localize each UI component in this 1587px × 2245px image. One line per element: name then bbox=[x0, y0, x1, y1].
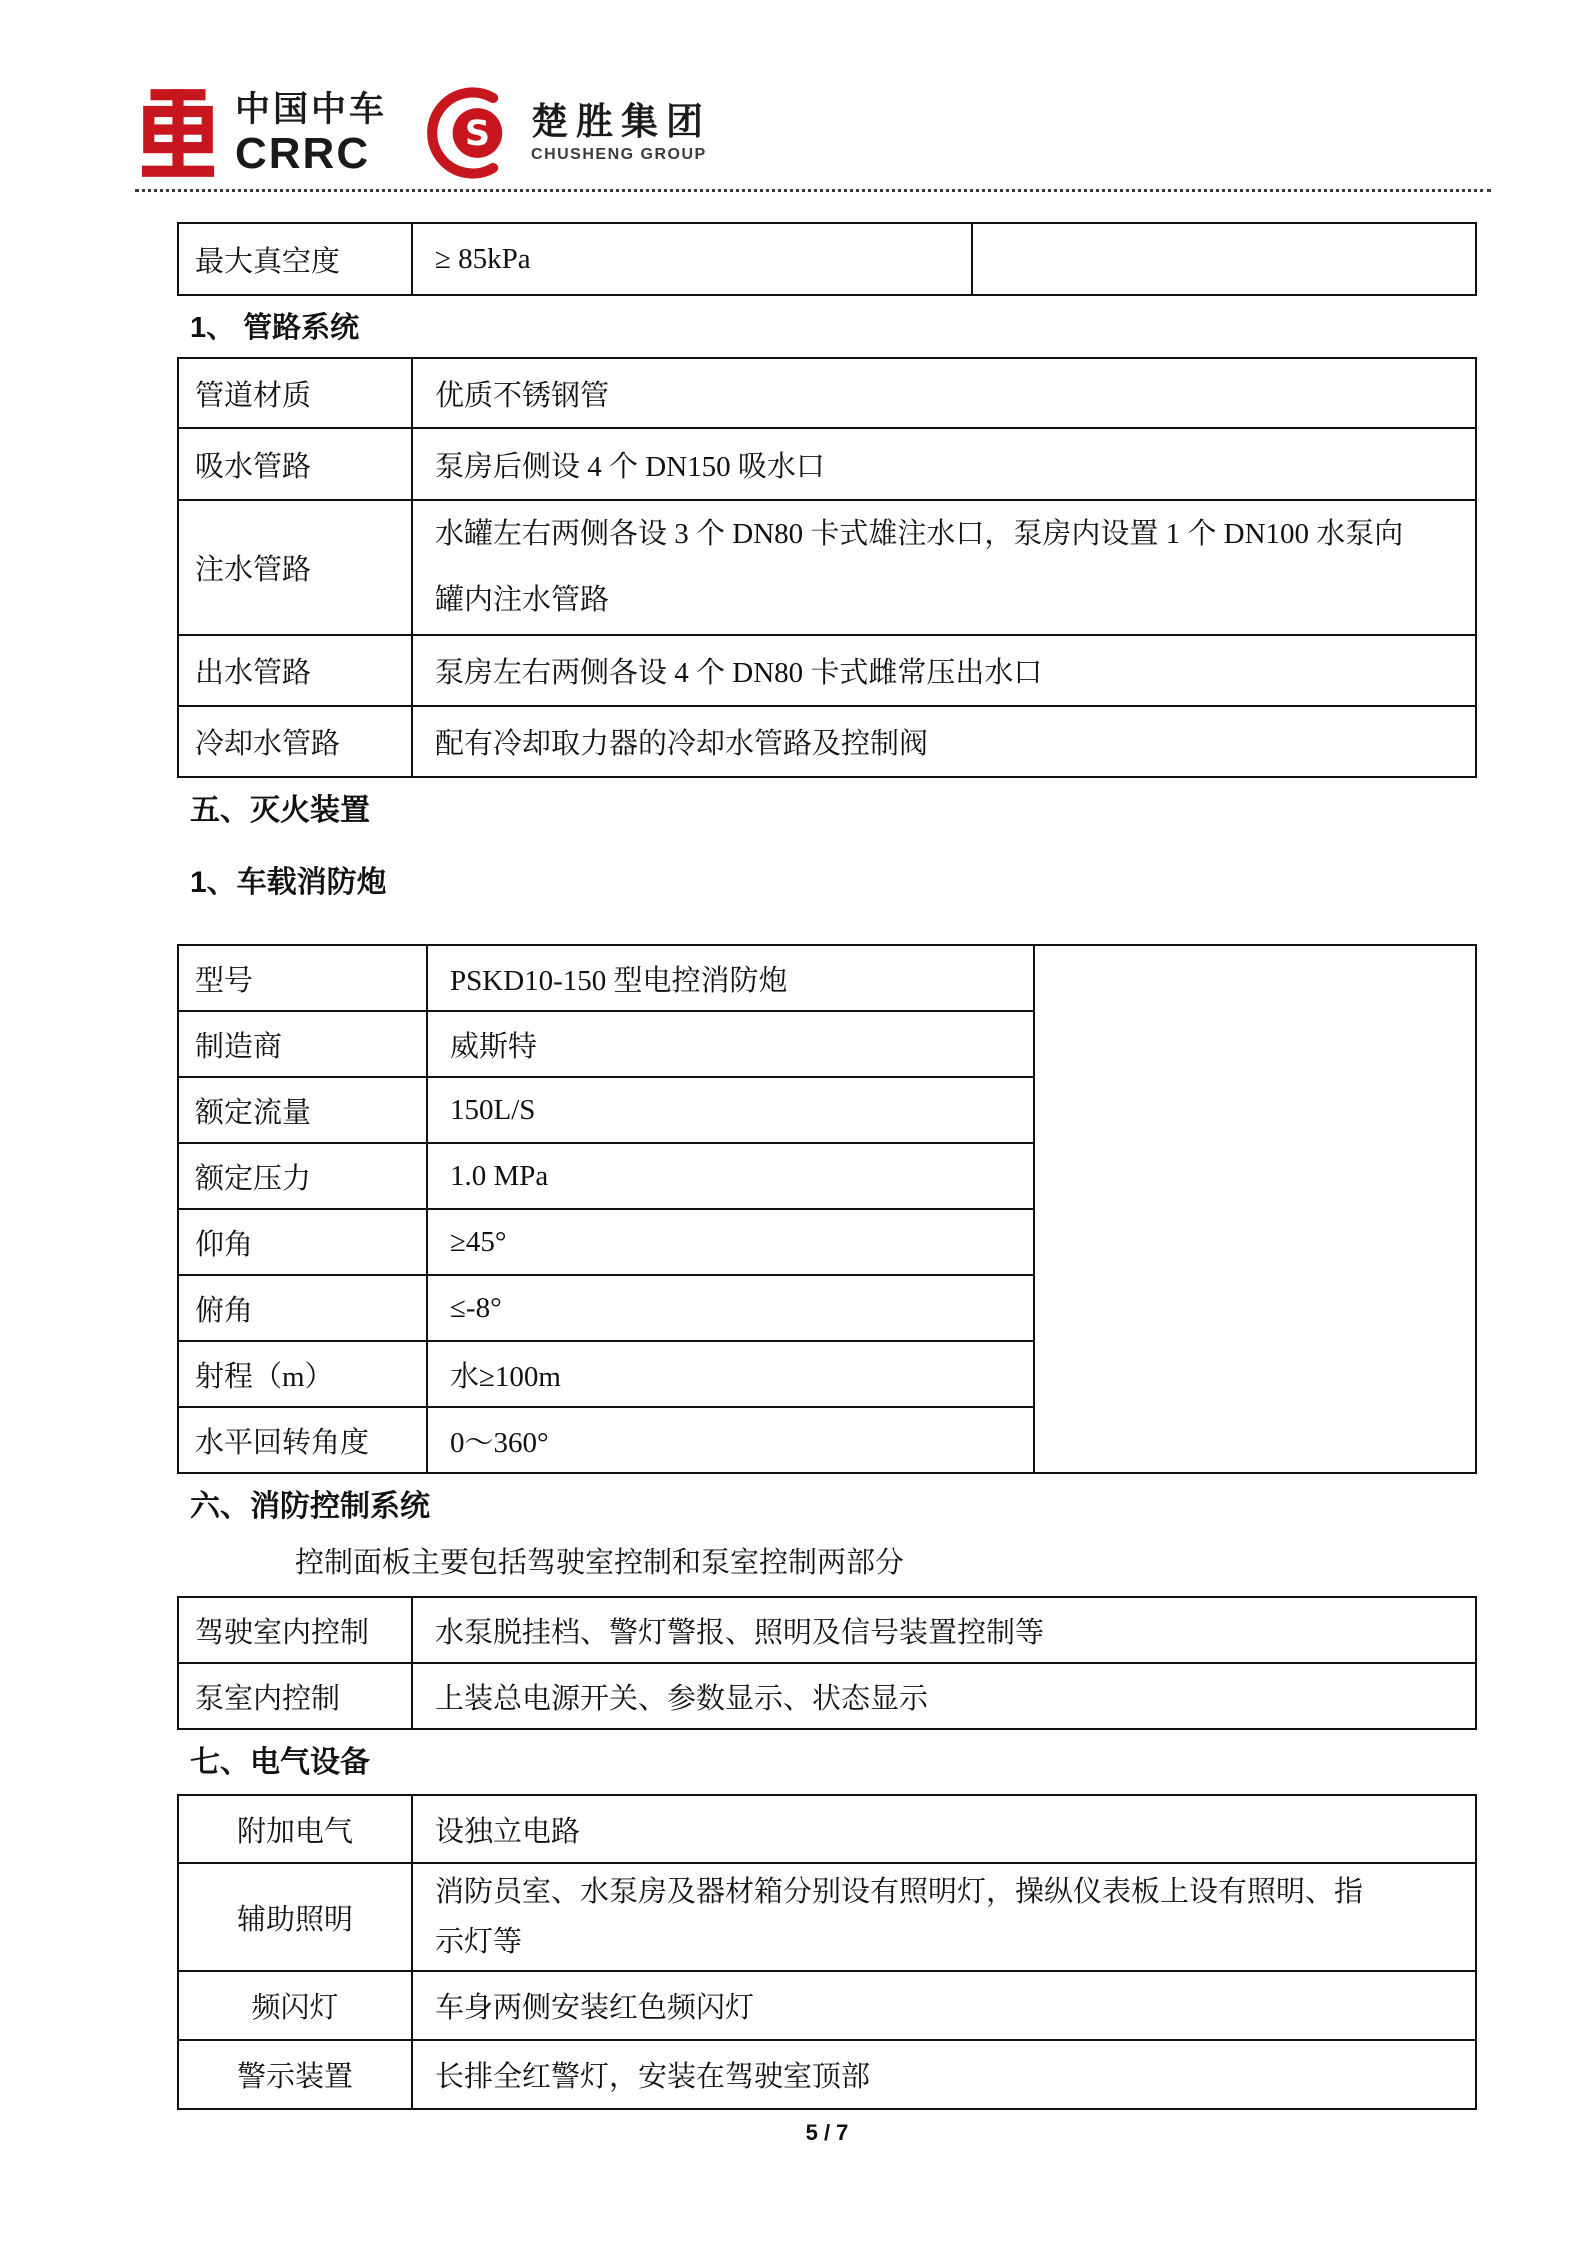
row-value: ≤-8° bbox=[450, 1291, 502, 1324]
row-value: 配有冷却取力器的冷却水管路及控制阀 bbox=[435, 728, 929, 760]
table-row bbox=[179, 1276, 1033, 1342]
table-row bbox=[179, 1342, 1033, 1408]
row-value bbox=[413, 501, 1475, 634]
table-row bbox=[179, 946, 1033, 1012]
control-table bbox=[177, 1596, 1477, 1730]
row-label: 仰角 bbox=[179, 1210, 428, 1274]
row-label: 额定流量 bbox=[179, 1078, 428, 1142]
page-header bbox=[135, 85, 1587, 185]
heading-pipeline-system: 1、 管路系统 bbox=[190, 312, 360, 344]
row-label: 附加电气 bbox=[179, 1796, 413, 1862]
row-value-line: 消防员室、水泵房及器材箱分别设有照明灯，操纵仪表板上设有照明、指 bbox=[435, 1876, 1364, 1908]
row-label: 驾驶室内控制 bbox=[179, 1598, 413, 1662]
row-label: 吸水管路 bbox=[179, 429, 413, 499]
chusheng-logo-text bbox=[531, 100, 711, 166]
pipeline-table bbox=[177, 357, 1477, 778]
row-label: 制造商 bbox=[179, 1012, 428, 1076]
table-row bbox=[179, 429, 1475, 501]
heading-fire-control-system: 六、消防控制系统 bbox=[190, 1490, 430, 1523]
row-label: 出水管路 bbox=[179, 636, 413, 705]
table-row bbox=[179, 1012, 1033, 1078]
row-label: 频闪灯 bbox=[179, 1972, 413, 2039]
header-divider bbox=[135, 189, 1491, 192]
row-label: 额定压力 bbox=[179, 1144, 428, 1208]
table-row bbox=[179, 2041, 1475, 2108]
vacuum-table bbox=[177, 222, 1477, 296]
row-label: 最大真空度 bbox=[179, 224, 413, 294]
heading-fire-monitor: 1、车载消防炮 bbox=[190, 866, 387, 899]
row-value: 上装总电源开关、参数显示、状态显示 bbox=[435, 1682, 929, 1715]
row-value: 泵房左右两侧各设 4 个 DN80 卡式雌常压出水口 bbox=[435, 657, 1043, 689]
table-row bbox=[179, 1972, 1475, 2041]
row-value-line: 水罐左右两侧各设 3 个 DN80 卡式雄注水口，泵房内设置 1 个 DN100 水泵向 bbox=[435, 518, 1404, 550]
row-label: 俯角 bbox=[179, 1276, 428, 1340]
page-number: 5 / 7 bbox=[805, 2120, 849, 2145]
crrc-name-cn: 中国中车 bbox=[235, 90, 388, 129]
row-value-line: 示灯等 bbox=[435, 1926, 523, 1958]
table-row bbox=[179, 1408, 1033, 1472]
chusheng-name-cn: 楚胜集团 bbox=[531, 101, 712, 142]
row-value: ≥45° bbox=[450, 1225, 507, 1258]
fire-monitor-table-rows bbox=[179, 946, 1035, 1472]
row-label: 管道材质 bbox=[179, 359, 413, 427]
row-value: 车身两侧安装红色频闪灯 bbox=[435, 1992, 755, 2024]
row-value: 优质不锈钢管 bbox=[435, 379, 610, 412]
row-value: 1.0 MPa bbox=[450, 1159, 549, 1192]
crrc-logo bbox=[135, 85, 387, 181]
row-value: 泵房后侧设 4 个 DN150 吸水口 bbox=[435, 450, 825, 483]
table-row bbox=[179, 1796, 1475, 1864]
row-value: 水泵脱挂档、警灯警报、照明及信号装置控制等 bbox=[435, 1616, 1045, 1649]
svg-text:S: S bbox=[464, 113, 491, 154]
table-row bbox=[179, 359, 1475, 429]
chusheng-emblem-icon bbox=[425, 85, 517, 181]
heading-electrical-equipment: 七、电气设备 bbox=[190, 1746, 370, 1779]
crrc-name-en: CRRC bbox=[235, 129, 371, 178]
row-value: 设独立电路 bbox=[435, 1815, 581, 1848]
row-value: 威斯特 bbox=[450, 1030, 538, 1063]
row-value: PSKD10-150 型电控消防炮 bbox=[450, 964, 788, 997]
fire-monitor-table-empty-column bbox=[1035, 946, 1475, 1472]
row-value: 长排全红警灯，安装在驾驶室顶部 bbox=[435, 2061, 871, 2093]
table-row bbox=[179, 1864, 1475, 1972]
table-row bbox=[179, 501, 1475, 636]
row-label: 警示装置 bbox=[179, 2041, 413, 2108]
table-row bbox=[179, 636, 1475, 707]
crrc-logo-text bbox=[235, 89, 387, 177]
row-value: 150L/S bbox=[450, 1093, 536, 1126]
row-label: 型号 bbox=[179, 946, 428, 1010]
row-label: 冷却水管路 bbox=[179, 707, 413, 776]
row-value-line: 罐内注水管路 bbox=[435, 584, 610, 616]
fire-monitor-table bbox=[177, 944, 1477, 1474]
row-label: 泵室内控制 bbox=[179, 1664, 413, 1728]
row-label: 注水管路 bbox=[179, 501, 413, 634]
row-label: 水平回转角度 bbox=[179, 1408, 428, 1472]
crrc-emblem-icon bbox=[135, 85, 221, 181]
control-intro-paragraph: 控制面板主要包括驾驶室控制和泵室控制两部分 bbox=[295, 1547, 905, 1579]
page-content bbox=[177, 222, 1477, 2146]
row-label: 辅助照明 bbox=[179, 1864, 413, 1970]
electric-table bbox=[177, 1794, 1477, 2110]
row-empty-cell bbox=[973, 224, 1475, 294]
table-row bbox=[179, 224, 1475, 294]
chusheng-logo bbox=[425, 85, 711, 181]
table-row bbox=[179, 707, 1475, 776]
row-value: 水≥100m bbox=[450, 1360, 561, 1393]
table-row bbox=[179, 1210, 1033, 1276]
row-value: 0～360° bbox=[450, 1426, 549, 1459]
table-row bbox=[179, 1598, 1475, 1664]
table-row bbox=[179, 1144, 1033, 1210]
table-row bbox=[179, 1664, 1475, 1728]
row-value bbox=[413, 1864, 1475, 1970]
table-row bbox=[179, 1078, 1033, 1144]
row-label: 射程（m） bbox=[179, 1342, 428, 1406]
chusheng-name-en: CHUSHENG GROUP bbox=[531, 146, 707, 163]
row-value: ≥ 85kPa bbox=[413, 224, 973, 294]
heading-extinguishing-device: 五、灭火装置 bbox=[190, 794, 370, 827]
